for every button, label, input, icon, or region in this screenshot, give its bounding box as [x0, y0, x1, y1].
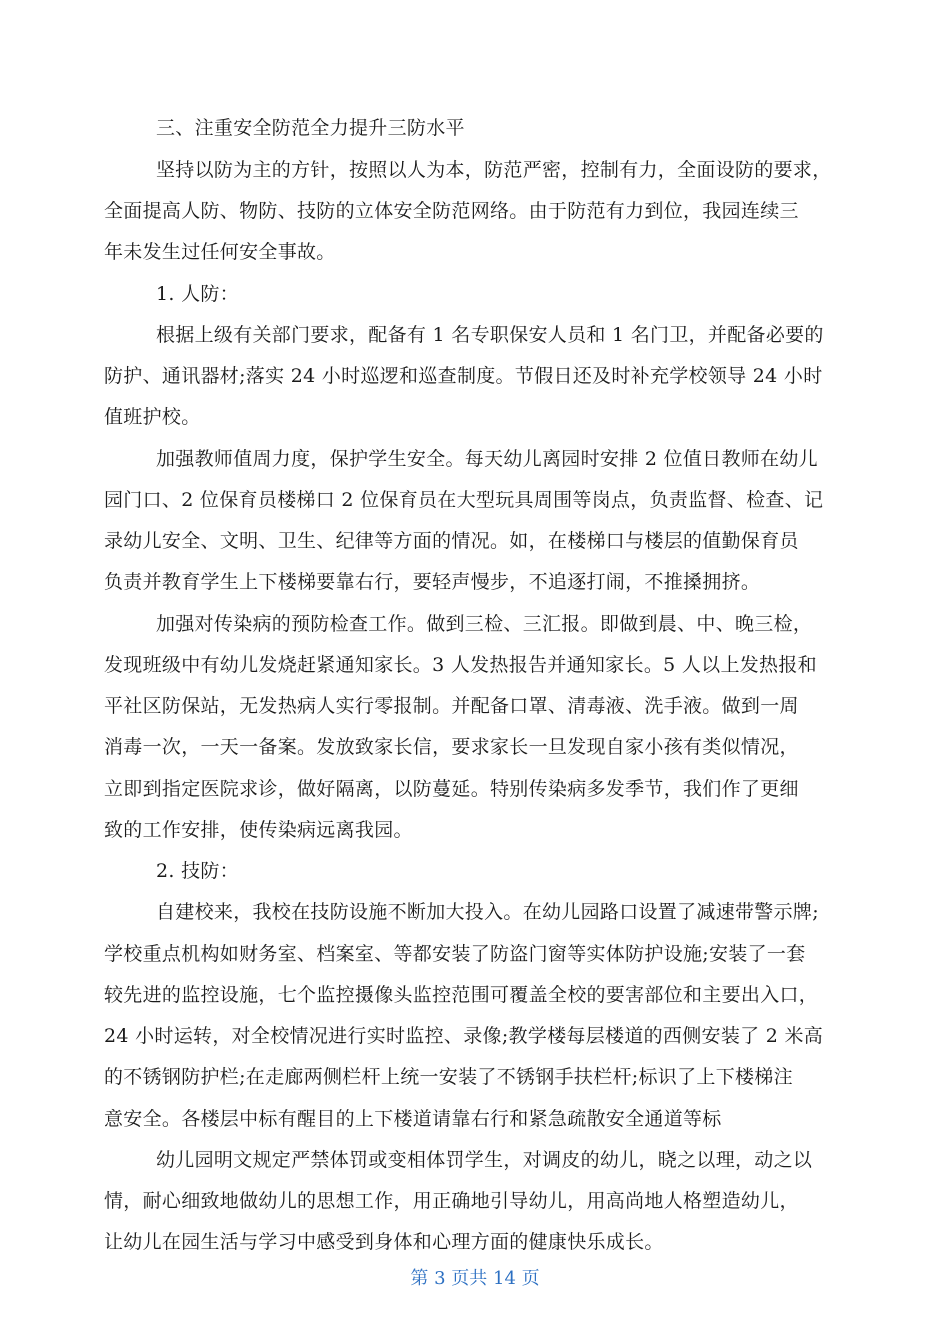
- paragraph-line: 的不锈钢防护栏;在走廊两侧栏杆上统一安装了不锈钢手扶栏杆;标识了上下楼梯注: [104, 1066, 793, 1088]
- paragraph-line: 情，耐心细致地做幼儿的思想工作，用正确地引导幼儿，用高尚地人格塑造幼儿，: [104, 1190, 799, 1212]
- paragraph-line: 负责并教育学生上下楼梯要靠右行，要轻声慢步，不追逐打闹，不推搡拥挤。: [104, 571, 761, 593]
- paragraph-line: 全面提高人防、物防、技防的立体安全防范网络。由于防范有力到位，我园连续三: [104, 200, 799, 222]
- paragraph-line: 24 小时运转，对全校情况进行实时监控、录像;教学楼每层楼道的西侧安装了 2 米高: [104, 1025, 824, 1047]
- paragraph-line: 加强对传染病的预防检查工作。做到三检、三汇报。即做到晨、中、晚三检，: [156, 613, 813, 635]
- paragraph-line: 平社区防保站，无发热病人实行零报制。并配备口罩、清毒液、洗手液。做到一周: [104, 695, 799, 717]
- subsection-heading: 1. 人防：: [156, 283, 239, 305]
- paragraph-line: 致的工作安排，使传染病远离我园。: [104, 819, 413, 841]
- paragraph-line: 坚持以防为主的方针，按照以人为本，防范严密，控制有力，全面设防的要求，: [156, 159, 832, 181]
- section-heading: 三、注重安全防范全力提升三防水平: [156, 117, 465, 139]
- paragraph-line: 录幼儿安全、文明、卫生、纪律等方面的情况。如，在楼梯口与楼层的值勤保育员: [104, 530, 799, 552]
- paragraph-line: 让幼儿在园生活与学习中感受到身体和心理方面的健康快乐成长。: [104, 1231, 664, 1253]
- paragraph-line: 值班护校。: [104, 406, 201, 428]
- paragraph-line: 根据上级有关部门要求，配备有 1 名专职保安人员和 1 名门卫，并配备必要的: [156, 324, 824, 346]
- paragraph-line: 意安全。各楼层中标有醒目的上下楼道请靠右行和紧急疏散安全通道等标: [104, 1108, 722, 1130]
- paragraph-line: 发现班级中有幼儿发烧赶紧通知家长。3 人发热报告并通知家长。5 人以上发热报和: [104, 654, 817, 676]
- paragraph-line: 加强教师值周力度，保护学生安全。每天幼儿离园时安排 2 位值日教师在幼儿: [156, 448, 818, 470]
- subsection-heading: 2. 技防：: [156, 860, 239, 882]
- paragraph-line: 年未发生过任何安全事故。: [104, 241, 336, 263]
- paragraph-line: 园门口、2 位保育员楼梯口 2 位保育员在大型玩具周围等岗点，负责监督、检查、记: [104, 489, 824, 511]
- paragraph-line: 较先进的监控设施，七个监控摄像头监控范围可覆盖全校的要害部位和主要出入口，: [104, 984, 819, 1006]
- paragraph-line: 消毒一次，一天一备案。发放致家长信，要求家长一旦发现自家小孩有类似情况，: [104, 736, 799, 758]
- paragraph-line: 自建校来，我校在技防设施不断加大投入。在幼儿园路口设置了减速带警示牌;: [156, 901, 819, 923]
- paragraph-line: 立即到指定医院求诊，做好隔离，以防蔓延。特别传染病多发季节，我们作了更细: [104, 778, 799, 800]
- paragraph-line: 防护、通讯器材;落实 24 小时巡逻和巡查制度。节假日还及时补充学校领导 24 小时: [104, 365, 823, 387]
- page-number-footer: 第 3 页共 14 页: [410, 1268, 540, 1289]
- paragraph-line: 幼儿园明文规定严禁体罚或变相体罚学生，对调皮的幼儿，晓之以理，动之以: [156, 1149, 813, 1171]
- paragraph-line: 学校重点机构如财务室、档案室、等都安装了防盗门窗等实体防护设施;安装了一套: [104, 943, 806, 965]
